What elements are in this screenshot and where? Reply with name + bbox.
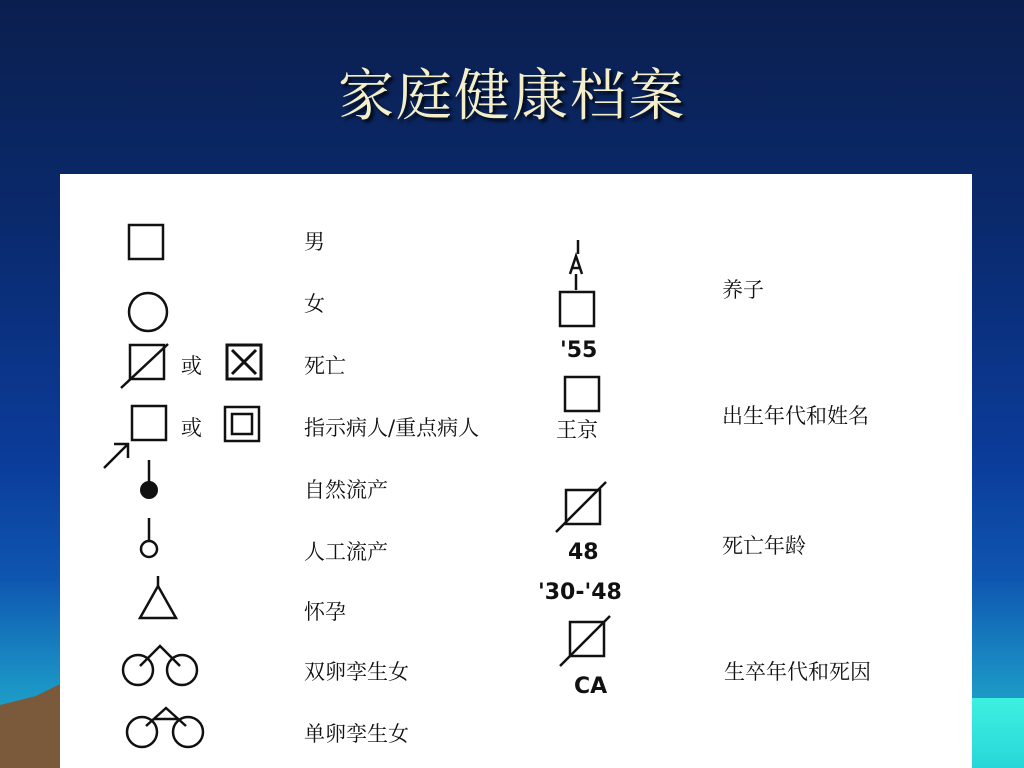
label-death-age: 死亡年龄 xyxy=(722,534,806,558)
death-cross-square-icon xyxy=(224,342,264,382)
adopted-child-icon xyxy=(556,240,596,332)
cause-of-death-text: CA xyxy=(574,674,608,699)
label-fraternal-twins: 双卵孪生女 xyxy=(304,660,409,684)
example-name-text: 王京 xyxy=(556,418,598,442)
label-female: 女 xyxy=(304,292,325,316)
or-text: 或 xyxy=(181,416,202,440)
label-index-person: 指示病人/重点病人 xyxy=(304,416,480,440)
label-identical-twins: 单卵孪生女 xyxy=(304,722,409,746)
label-birth-and-name: 出生年代和姓名 xyxy=(722,404,869,428)
index-double-square-icon xyxy=(222,404,262,444)
label-induced-abortion: 人工流产 xyxy=(304,540,388,564)
label-male: 男 xyxy=(304,230,325,254)
death-age-value: 48 xyxy=(568,540,599,565)
adopted-year-text: '55 xyxy=(560,338,598,363)
identical-twins-icon xyxy=(122,700,208,750)
slide-title: 家庭健康档案 xyxy=(338,64,686,129)
corner-decoration xyxy=(964,698,1024,768)
or-text: 或 xyxy=(181,354,202,378)
birth-death-cause-icon xyxy=(558,614,614,670)
birth-death-years-text: '30-'48 xyxy=(538,580,622,605)
genogram-symbol-panel xyxy=(60,174,972,768)
label-death: 死亡 xyxy=(304,354,346,378)
fraternal-twins-icon xyxy=(118,638,202,688)
female-circle-icon xyxy=(126,290,170,334)
left-legend xyxy=(60,174,492,768)
birth-square-icon xyxy=(562,374,602,414)
spontaneous-abortion-icon xyxy=(136,458,162,500)
label-pregnancy: 怀孕 xyxy=(304,600,346,624)
pregnancy-triangle-icon xyxy=(136,574,182,622)
male-square-icon xyxy=(126,222,166,262)
label-birth-death-cause: 生卒年代和死因 xyxy=(724,660,871,684)
label-adopted: 养子 xyxy=(722,278,764,302)
induced-abortion-icon xyxy=(136,516,162,560)
death-slash-square-icon xyxy=(118,342,174,392)
label-spontaneous-abortion: 自然流产 xyxy=(304,478,388,502)
death-age-icon xyxy=(554,480,610,536)
